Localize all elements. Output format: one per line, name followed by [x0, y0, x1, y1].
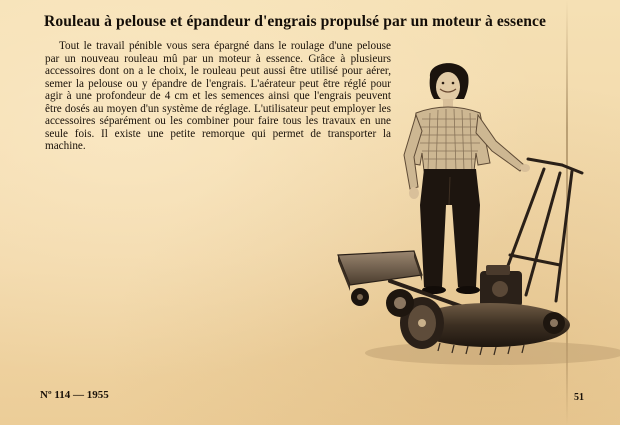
page-number: 51 — [574, 392, 584, 403]
woman-with-lawn-roller-photo — [330, 55, 620, 375]
article-title: Rouleau à pelouse et épandeur d'engrais propulsé par un moteur à essence — [44, 13, 547, 30]
issue-number: Nº 114 — 1955 — [40, 389, 109, 401]
article-body: Tout le travail pénible vous sera épargné dans le roulage d'une pelouse par un nouveau rouleau mû par un moteur à essence. Grâce à plusieurs accessoires dont on a le choix, le rouleau peut aussi être utilisé pour aérer, semer la pelouse ou y épandre de l'engrais. L'aérateur peut être réglé pour agir à une profondeur de 4 cm et les semences ainsi que l'engrais peuvent être dosés au moyen d'un système de réglage. L'utilisateur peut employer les accessoires séparément ou les combiner pour faire tous les travaux en une seule fois. Il existe une petite remorque qui permet de transporter la machine. — [45, 40, 391, 153]
